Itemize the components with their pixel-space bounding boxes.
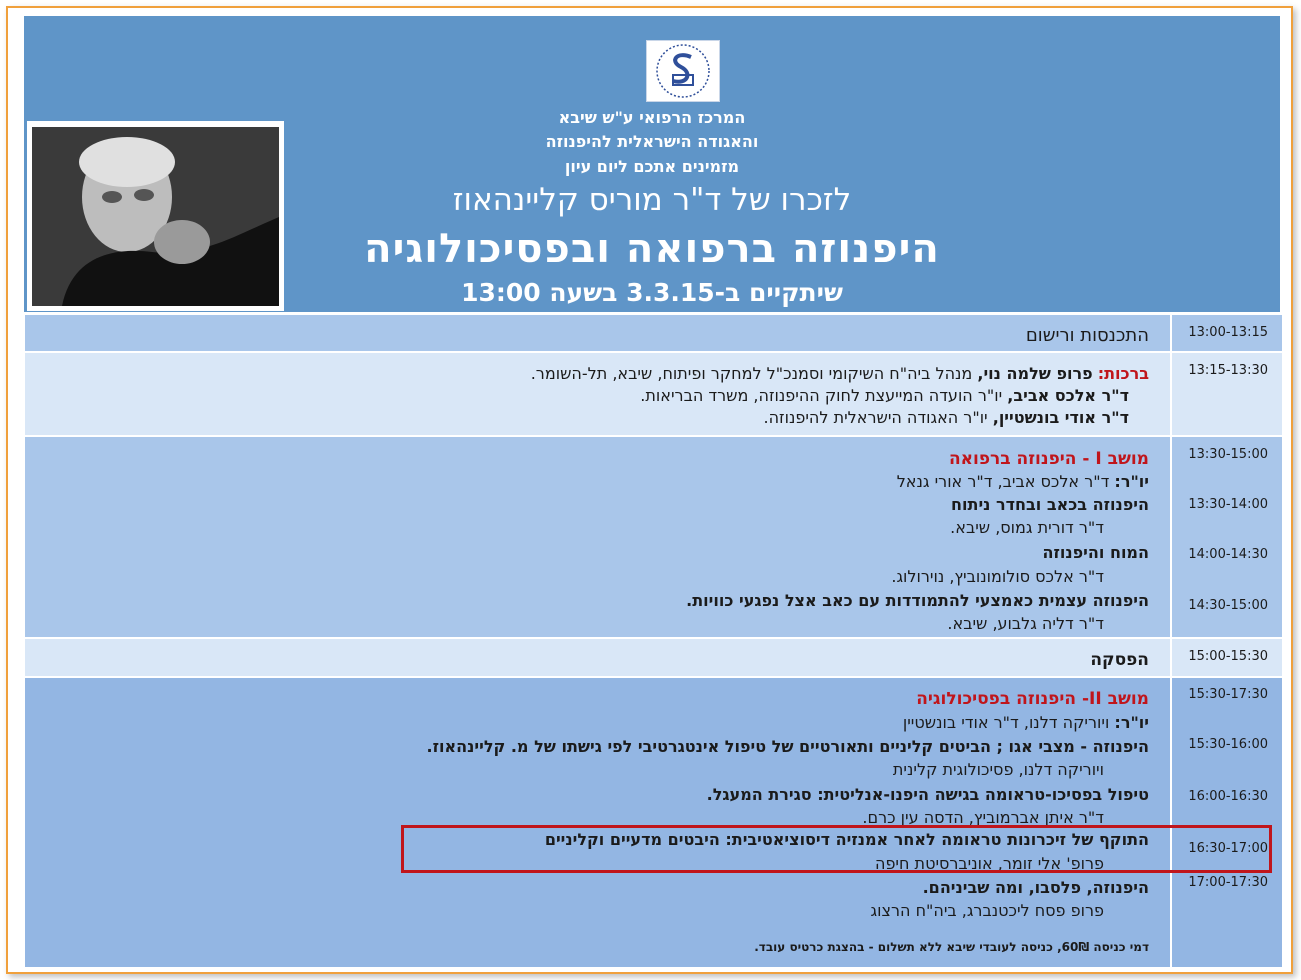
session1-talk2-time: 14:00-14:30 (1188, 547, 1268, 562)
session2-talk2-time: 16:00-16:30 (1188, 789, 1268, 804)
event-date-time: שיתקיים ב-3.3.15 בשעה 13:00 (461, 278, 843, 307)
invite-line-3: מזמינים אתכם ליום עיון (564, 157, 740, 176)
session1-talk3-time: 14:30-15:00 (1188, 598, 1268, 613)
session1-talk3-title: היפנוזה עצמית כאמצעי להתמודדות עם כאב אצל נפגעי כוויות. (686, 591, 1149, 610)
greetings-line-1: ברכות: פרופ שלמה נוי, מנהל ביה"ח השיקומי וסמנכ"ל למחקר ופיתוח, שיבא, תל-השומר. (530, 364, 1149, 383)
break-time: 15:00-15:30 (1188, 649, 1268, 664)
session2-talk4-time: 17:00-17:30 (1188, 875, 1268, 890)
session2-talk4-speaker: פרופ פסח ליכטנברג, ביה"ח הרצוג (870, 901, 1104, 920)
session2-talk2-speaker: ד"ר איתן אברמוביץ, הדסה עין כרם. (862, 808, 1104, 827)
table-row (25, 639, 1282, 678)
session2-talk2-title: טיפול בפסיכו-טראומה בגישה היפנו-אנליטית: סגירת המעגל. (706, 785, 1149, 804)
portrait-image (32, 127, 279, 306)
greetings-line-2: ד"ר אלכס אביב, יו"ר הועדה המייעצת לחוק ההיפנוזה, משרד הבריאות. (640, 386, 1129, 405)
greetings-line-3: ד"ר אודי בונשטיין, יו"ר האגודה הישראלית להיפנוזה. (763, 408, 1129, 427)
session2-talk4-title: היפנוזה, פלסבו, ומה שביניהם. (922, 878, 1149, 897)
session2-talk3-time: 16:30-17:00 (1188, 841, 1268, 856)
memorial-line: לזכרו של ד"ר מוריס קליינהאוז (452, 182, 852, 218)
session2-talk3-title: התוקף של זיכרונות טראומה לאחר אמנזיה דיסוציאטיבית: היבטים מדעיים וקליניים (544, 830, 1149, 849)
row-time: 13:00-13:15 (1188, 325, 1268, 340)
session2-talk3-speaker: פרופ' אלי זומר, אוניברסיטת חיפה (874, 854, 1104, 873)
session1-talk1-time: 13:30-14:00 (1188, 497, 1268, 512)
session2-chair: יו"ר: ויוריקה דלנו, ד"ר אודי בונשטיין (902, 713, 1149, 732)
table-row (25, 353, 1282, 437)
break-text: הפסקה (1090, 650, 1149, 670)
session1-title: מושב I - היפנוזה ברפואה (948, 449, 1149, 469)
session1-talk2-title: המוח והיפנוזה (1042, 543, 1149, 562)
highlight-box (401, 825, 1272, 873)
session2-time: 15:30-17:30 (1188, 687, 1268, 702)
session1-chair: יו"ר: ד"ר אלכס אביב, ד"ר אורי גנאל (896, 472, 1149, 491)
session1-talk1-speaker: ד"ר דורית גמוס, שיבא. (950, 518, 1104, 537)
session1-time: 13:30-15:00 (1188, 447, 1268, 462)
table-row (25, 678, 1282, 967)
session1-talk2-speaker: ד"ר אלכס סולומונוביץ, נוירולוג. (891, 567, 1104, 586)
row-text: התכנסות ורישום (1025, 325, 1149, 346)
event-title: היפנוזה ברפואה ובפסיכולוגיה (364, 226, 940, 272)
session1-talk1-title: היפנוזה בכאב ובחדר ניתוח (951, 495, 1149, 514)
session2-talk1-speaker: ויוריקה דלנו, פסיכולוגית קלינית (892, 760, 1104, 779)
table-row (25, 437, 1282, 639)
invite-line-1: המרכז הרפואי ע"ש שיבא (558, 108, 746, 127)
portrait-photo (27, 121, 284, 311)
session2-title: מושב II- היפנוזה בפסיכולוגיה (916, 689, 1149, 709)
entry-fee-note: דמי כניסה 60₪, כניסה לעובדי שיבא ללא תשלום - בהצגת כרטיס עובד. (754, 940, 1149, 954)
session1-talk3-speaker: ד"ר דליה גלבוע, שיבא. (947, 614, 1104, 633)
row-time: 13:15-13:30 (1188, 363, 1268, 378)
sheba-logo-icon (646, 40, 720, 102)
invite-line-2: והאגודה הישראלית להיפנוזה (545, 132, 759, 151)
session2-talk1-time: 15:30-16:00 (1188, 737, 1268, 752)
session2-talk1-title: היפנוזה - מצבי אגו ; הביטים קליניים ותאורטיים של טיפול אינטגרטיבי לפי גישתו של מ. קליינהאוז. (426, 737, 1149, 756)
table-row (25, 315, 1282, 353)
